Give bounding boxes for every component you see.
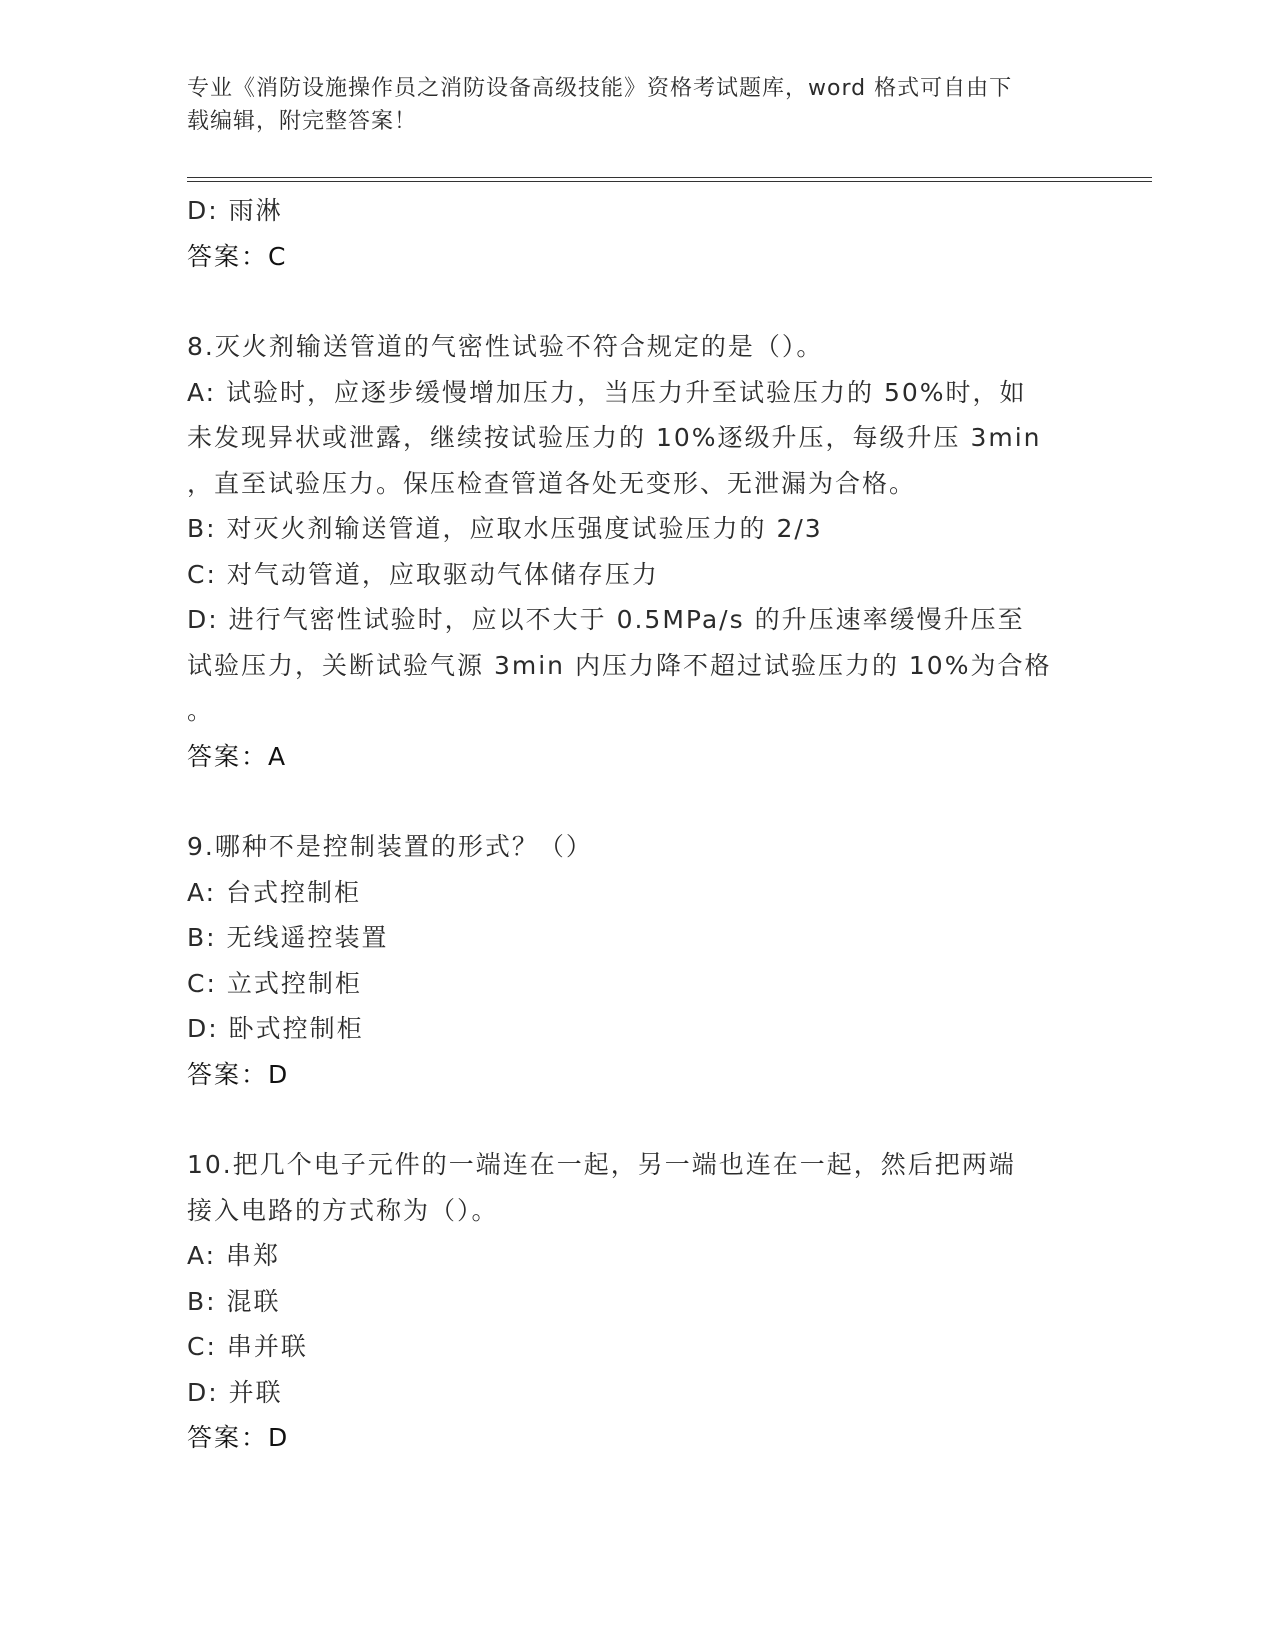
q8-answer: 答案：A	[187, 741, 288, 771]
prev-answer: 答案：C	[187, 241, 288, 271]
q9-option-a: A: 台式控制柜	[187, 877, 362, 907]
q9-option-b: B: 无线遥控装置	[187, 923, 389, 952]
q9-stem: 9.哪种不是控制装置的形式？（）	[187, 832, 593, 861]
prev-option-d: D: 雨淋	[187, 196, 283, 225]
page-header	[187, 72, 1067, 138]
q9-answer: 答案：D	[187, 1059, 290, 1089]
q9-option-d: D: 卧式控制柜	[187, 1014, 364, 1043]
header-line-1: 专业《消防设施操作员之消防设备高级技能》资格考试题库，word 格式可自由下	[187, 76, 1013, 101]
q8-option-d: D: 进行气密性试验时，应以不大于 0.5MPa/s 的升压速率缓慢升压至	[187, 605, 1025, 634]
header-double-rule	[187, 177, 1152, 182]
spacer	[187, 779, 1067, 824]
q10-option-a: A: 串郑	[187, 1241, 281, 1270]
q10-stem: 10.把几个电子元件的一端连在一起，另一端也连在一起，然后把两端	[187, 1150, 1016, 1179]
question-content	[187, 188, 1067, 1461]
q8-option-d-cont: 试验压力，关断试验气源 3min 内压力降不超过试验压力的 10%为合格	[187, 650, 1052, 680]
q8-option-b: B: 对灭火剂输送管道，应取水压强度试验压力的 2/3	[187, 514, 823, 543]
q8-stem: 8.灭火剂输送管道的气密性试验不符合规定的是（）。	[187, 332, 824, 361]
q9-option-c: C: 立式控制柜	[187, 968, 362, 998]
q8-option-c: C: 对气动管道，应取驱动气体储存压力	[187, 559, 659, 589]
q8-option-a-cont: 未发现异状或泄露，继续按试验压力的 10%逐级升压，每级升压 3min	[187, 423, 1042, 452]
header-line-2: 载编辑，附完整答案！	[187, 109, 418, 134]
q10-option-d: D: 并联	[187, 1377, 283, 1407]
q8-option-a-cont: ，直至试验压力。保压检查管道各处无变形、无泄漏为合格。	[187, 468, 917, 498]
spacer	[187, 1097, 1067, 1142]
q10-option-b: B: 混联	[187, 1286, 281, 1316]
q10-stem-cont: 接入电路的方式称为（）。	[187, 1195, 499, 1225]
q8-option-d-cont: 。	[187, 696, 215, 725]
spacer	[187, 279, 1067, 324]
q10-answer: 答案：D	[187, 1423, 290, 1452]
q10-option-c: C: 串并联	[187, 1332, 308, 1361]
q8-option-a: A: 试验时，应逐步缓慢增加压力，当压力升至试验压力的 50%时，如	[187, 377, 1027, 407]
